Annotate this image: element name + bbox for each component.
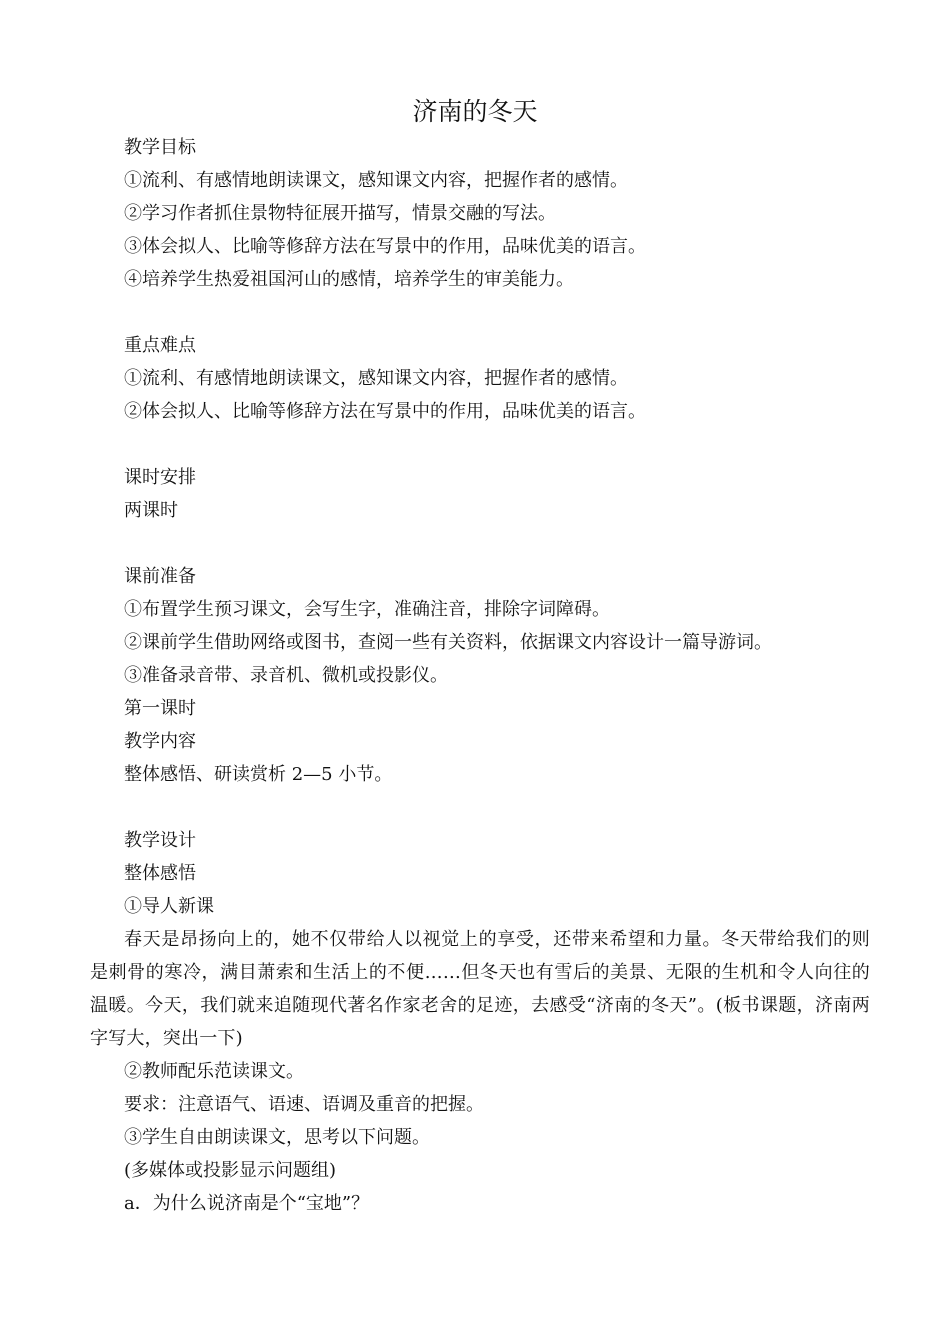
preparation-item: ②课前学生借助网络或图书，查阅一些有关资料，依据课文内容设计一篇导游词。 <box>124 632 772 653</box>
goal-item: ③体会拟人、比喻等修辞方法在写景中的作用，品味优美的语言。 <box>124 236 646 257</box>
document-body <box>90 131 870 1220</box>
design-step-3: ③学生自由朗读课文，思考以下问题。 <box>124 1127 430 1148</box>
intro-paragraph: 春天是昂扬向上的，她不仅带给人以视觉上的享受，还带来希望和力量。冬天带给我们的则是刺骨的寒冷，满目萧索和生活上的不便……但冬天也有雪后的美景、无限的生机和令人向往的温暖。今天，我们就来追随现代著名作家老舍的足迹，去感受“济南的冬天”。(板书课题，济南两字写大，突出一下) <box>90 929 870 1049</box>
key-point-item: ②体会拟人、比喻等修辞方法在写景中的作用，品味优美的语言。 <box>124 401 646 422</box>
design-note: (多媒体或投影显示问题组) <box>124 1160 337 1181</box>
goal-item: ②学习作者抓住景物特征展开描写，情景交融的写法。 <box>124 203 556 224</box>
design-step-2: ②教师配乐范读课文。 <box>124 1061 304 1082</box>
goals-heading: 教学目标 <box>124 137 196 158</box>
design-sub-heading: 整体感悟 <box>124 863 196 884</box>
lesson-one-heading: 第一课时 <box>124 698 196 719</box>
design-step-1: ①导人新课 <box>124 896 214 917</box>
schedule-heading: 课时安排 <box>124 467 196 488</box>
key-point-item: ①流利、有感情地朗读课文，感知课文内容，把握作者的感情。 <box>124 368 628 389</box>
document-title: 济南的冬天 <box>412 97 538 126</box>
goal-item: ①流利、有感情地朗读课文，感知课文内容，把握作者的感情。 <box>124 170 628 191</box>
design-heading: 教学设计 <box>124 830 196 851</box>
preparation-heading: 课前准备 <box>124 566 196 587</box>
preparation-item: ③准备录音带、录音机、微机或投影仪。 <box>124 665 448 686</box>
spacer <box>90 791 870 824</box>
spacer <box>90 428 870 461</box>
question-a: a．为什么说济南是个“宝地”？ <box>124 1193 370 1214</box>
spacer <box>90 296 870 329</box>
goal-item: ④培养学生热爱祖国河山的感情，培养学生的审美能力。 <box>124 269 574 290</box>
spacer <box>90 527 870 560</box>
lesson-content: 整体感悟、研读赏析 2—5 小节。 <box>124 764 393 785</box>
preparation-item: ①布置学生预习课文，会写生字，准确注音，排除字词障碍。 <box>124 599 610 620</box>
design-requirement: 要求：注意语气、语速、语调及重音的把握。 <box>124 1094 484 1115</box>
schedule-value: 两课时 <box>124 500 178 521</box>
key-points-heading: 重点难点 <box>124 335 196 356</box>
lesson-content-heading: 教学内容 <box>124 731 196 752</box>
